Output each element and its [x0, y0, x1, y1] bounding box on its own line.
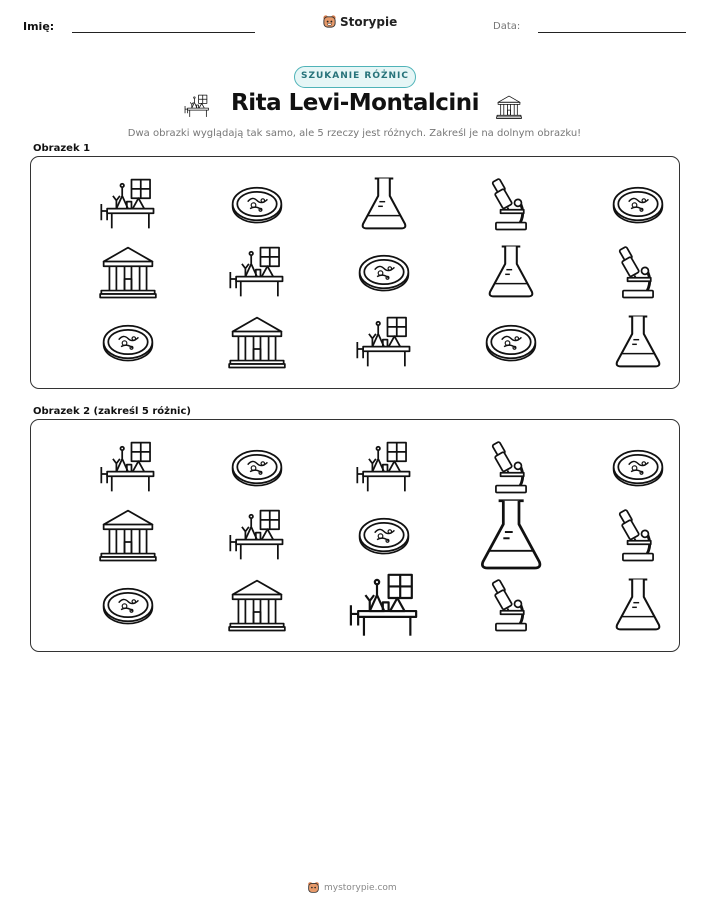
petri-dish-icon: [355, 243, 413, 301]
lab-desk-icon: [355, 313, 413, 371]
petri-dish-icon: [609, 175, 667, 233]
microscope-icon[interactable]: [482, 576, 540, 634]
lab-desk-icon[interactable]: [228, 506, 286, 564]
flask-icon: [609, 313, 667, 371]
page-title: Rita Levi-Montalcini: [230, 90, 480, 116]
lab-desk-icon[interactable]: [348, 569, 421, 642]
picture2-label: Obrazek 2 (zakreśl 5 różnic): [33, 406, 191, 417]
microscope-icon: [482, 175, 540, 233]
date-label: Data:: [493, 21, 521, 32]
lab-desk-icon: [99, 175, 157, 233]
petri-dish-icon: [482, 313, 540, 371]
lab-desk-icon[interactable]: [99, 438, 157, 496]
flask-icon[interactable]: [472, 496, 550, 574]
flask-icon: [482, 243, 540, 301]
flask-icon[interactable]: [609, 576, 667, 634]
footer-url: mystorypie.com: [324, 882, 397, 893]
microscope-icon[interactable]: [482, 438, 540, 496]
instructions-text: Dwa obrazki wyglądają tak samo, ale 5 rzeczy jest różnych. Zakreśl je na dolnym obrazku!: [127, 128, 582, 139]
storypie-mascot-icon: [322, 14, 337, 29]
petri-dish-icon[interactable]: [355, 506, 413, 564]
microscope-icon: [609, 243, 667, 301]
museum-building-icon[interactable]: [228, 576, 286, 634]
name-line[interactable]: [72, 32, 255, 33]
petri-dish-icon[interactable]: [99, 576, 157, 634]
lab-desk-icon[interactable]: [355, 438, 413, 496]
storypie-mascot-icon: [307, 881, 320, 894]
footer: [307, 881, 397, 894]
lab-desk-icon: [183, 93, 211, 119]
museum-building-icon: [495, 94, 523, 120]
brand-name: Storypie: [340, 14, 398, 29]
picture2-panel[interactable]: [30, 419, 680, 652]
activity-badge: SZUKANIE RÓŻNIC: [294, 66, 416, 88]
petri-dish-icon[interactable]: [228, 438, 286, 496]
petri-dish-icon: [99, 313, 157, 371]
picture1-panel: [30, 156, 680, 389]
microscope-icon[interactable]: [609, 506, 667, 564]
brand-logo: [322, 14, 397, 29]
petri-dish-icon: [228, 175, 286, 233]
museum-building-icon: [228, 313, 286, 371]
petri-dish-icon[interactable]: [609, 438, 667, 496]
lab-desk-icon: [228, 243, 286, 301]
name-label: Imię:: [23, 20, 55, 33]
flask-icon: [355, 175, 413, 233]
museum-building-icon: [99, 243, 157, 301]
museum-building-icon[interactable]: [99, 506, 157, 564]
picture1-label: Obrazek 1: [33, 143, 91, 154]
date-line[interactable]: [538, 32, 686, 33]
